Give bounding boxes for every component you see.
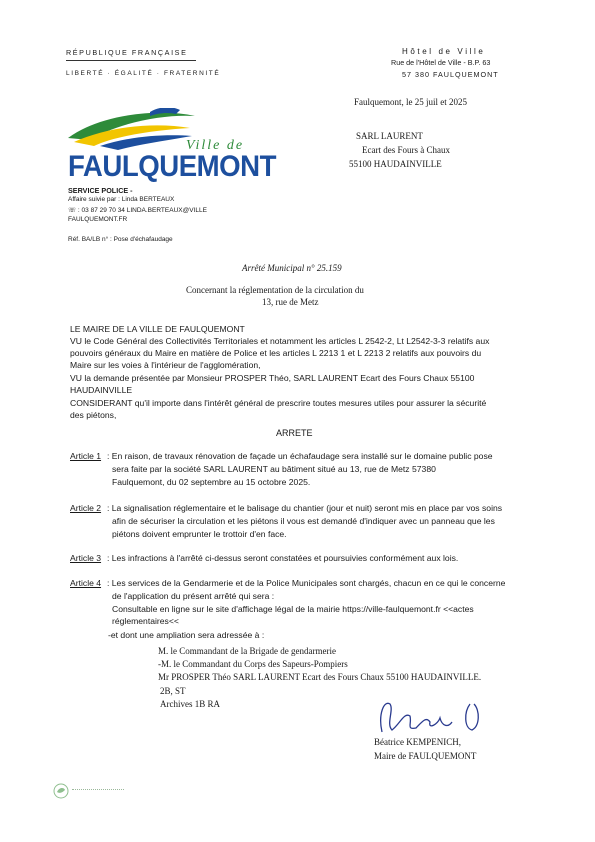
preamble-line: pouvoirs généraux du Maire en matière de Police et les articles L 2213 1 et L 2213 2 relatifs aux pouvoirs du: [70, 348, 482, 358]
article-line: piétons doivent emprunter le trottoir d'en face.: [112, 529, 287, 539]
copy-recipient: M. le Commandant de la Brigade de gendarmerie: [158, 646, 336, 656]
preamble-line: CONSIDERANT qu'il importe dans l'intérêt général de prescrire toutes mesures utiles pour assurer la sécurité: [70, 398, 487, 408]
article-line: sera faite par la société SARL LAURENT au bâtiment situé au 13, rue de Metz 57380: [112, 464, 436, 474]
hotel-de-ville: Hôtel de Ville: [402, 47, 486, 56]
recipient-name: SARL LAURENT: [356, 131, 423, 141]
article-line: : Les infractions à l'arrêté ci-dessus seront constatées et poursuivies conformément aux lois.: [107, 553, 459, 563]
preamble-line: Maire sur les voies à l'intérieur de l'agglomération,: [70, 360, 261, 370]
service-title: SERVICE POLICE -: [68, 186, 133, 195]
affaire-suivie: Affaire suivie par : Linda BERTEAUX: [68, 196, 175, 203]
article-label: Article 3: [70, 553, 102, 563]
article-line: -et dont une ampliation sera adressée à :: [108, 630, 265, 640]
arrete-title: Arrêté Municipal n° 25.159: [242, 263, 342, 273]
header-divider: [66, 60, 196, 61]
preamble-line: des piétons,: [70, 410, 117, 420]
devise: LIBERTÉ · ÉGALITÉ · FRATERNITÉ: [66, 70, 221, 77]
recipient-address-2: 55100 HAUDAINVILLE: [349, 159, 442, 169]
signatory-name: Béatrice KEMPENICH,: [374, 737, 461, 747]
copy-recipient: -M. le Commandant du Corps des Sapeurs-Pompiers: [158, 659, 348, 669]
service-contact: ☏ : 03 87 29 70 34 LINDA.BERTEAUX@VILLE: [68, 207, 207, 214]
service-contact-2: FAULQUEMONT.FR: [68, 216, 128, 223]
republique-francaise: RÉPUBLIQUE FRANÇAISE: [66, 48, 188, 57]
copy-recipient: Archives 1B RA: [160, 699, 220, 709]
article-line: Faulquemont, du 02 septembre au 15 octobre 2025.: [112, 477, 311, 487]
article-line: : En raison, de travaux rénovation de façade un échafaudage sera installé sur le domaine public pose: [107, 451, 493, 461]
footer-divider: [72, 789, 124, 790]
article-label: Article 4: [70, 578, 102, 588]
reference: Réf. BA/LB n° : Pose d'échafaudage: [68, 236, 173, 243]
date-line: Faulquemont, le 25 juil et 2025: [354, 97, 467, 107]
article-line: : Les services de la Gendarmerie et de la Police Municipales sont chargés, chacun en ce qui le concerne: [107, 578, 506, 588]
logo-faulquemont-text: FAULQUEMONT: [68, 150, 277, 183]
preamble-line: VU le Code Général des Collectivités Territoriales et notamment les articles L 2542-2, Lt L2542-3-3 relatifs aux: [70, 336, 490, 346]
preamble-line: LE MAIRE DE LA VILLE DE FAULQUEMONT: [70, 324, 245, 334]
hotel-address-2: 57 380 FAULQUEMONT: [402, 70, 499, 79]
article-line: réglementaires<<: [112, 616, 179, 626]
concerning-line-1: Concernant la réglementation de la circulation du: [186, 285, 364, 295]
eco-label-icon: [52, 782, 70, 800]
copy-recipient: 2B, ST: [160, 686, 186, 696]
concerning-line-2: 13, rue de Metz: [262, 297, 319, 307]
logo-ville-text: Ville de: [186, 138, 245, 153]
ville-logo: [60, 108, 277, 183]
article-line: de l'application du présent arrêté qui sera :: [112, 591, 275, 601]
signatory-title: Maire de FAULQUEMONT: [374, 751, 477, 761]
article-line: Consultable en ligne sur le site d'affichage légal de la mairie https://ville-faulquemont.fr <<actes: [112, 604, 474, 614]
copy-recipient: Mr PROSPER Théo SARL LAURENT Ecart des Fours Chaux 55100 HAUDAINVILLE.: [158, 672, 482, 682]
recipient-address-1: Ecart des Fours à Chaux: [362, 145, 450, 155]
preamble-line: HAUDAINVILLE: [70, 385, 133, 395]
arrete-heading: ARRETE: [276, 428, 313, 438]
article-label: Article 2: [70, 503, 102, 513]
preamble-line: VU la demande présentée par Monsieur PROSPER Théo, SARL LAURENT Ecart des Fours Chaux 55100: [70, 373, 475, 383]
article-line: afin de sécuriser la circulation et les piétons il vous est demandé d'indiquer avec un panneau que les: [112, 516, 495, 526]
article-line: : La signalisation réglementaire et le balisage du chantier (jour et nuit) seront mis en place par vos soins: [107, 503, 503, 513]
article-label: Article 1: [70, 451, 102, 461]
hotel-address-1: Rue de l'Hôtel de Ville - B.P. 63: [391, 58, 491, 67]
